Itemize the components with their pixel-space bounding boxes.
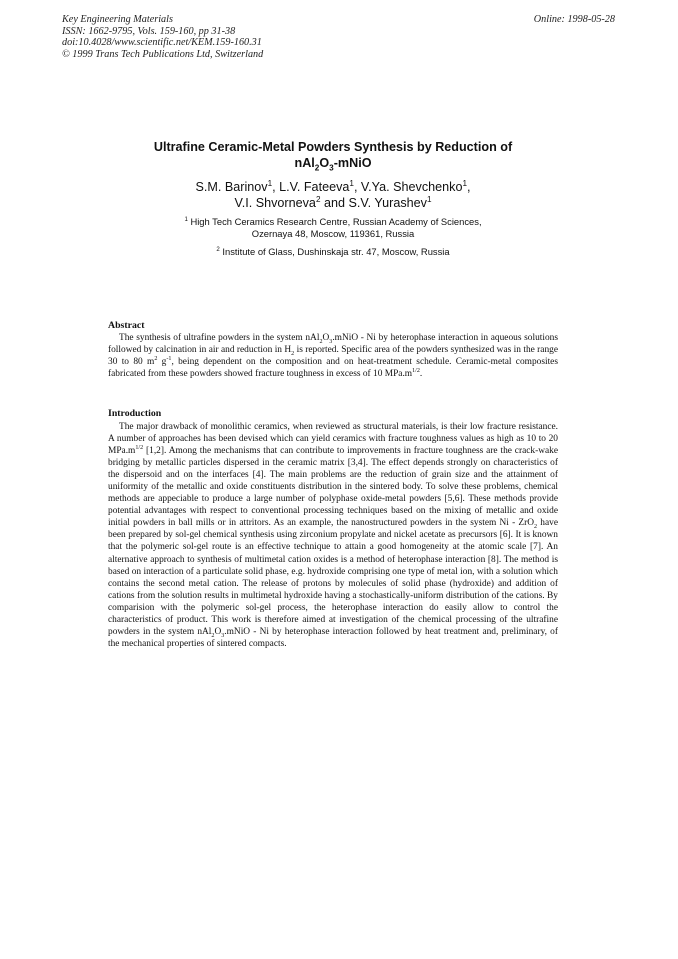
affiliation-2: $^2$ Institute of Glass, Dushinskaja str. 47, Moscow, Russia	[216, 245, 450, 257]
issn-line: ISSN: 1662-9795, Vols. 159-160, pp 31-38	[62, 25, 236, 37]
introduction-heading: Introduction	[108, 408, 162, 419]
copyright-line: © 1999 Trans Tech Publications Ltd, Switzerland	[62, 48, 264, 60]
title-line-1: Ultrafine Ceramic-Metal Powders Synthesis by Reduction of	[153, 140, 513, 154]
authors-line-2: V.I. Shvorneva$^2$ and S.V. Yurashev$^1$	[234, 194, 432, 210]
affiliation-1: $^1$ High Tech Ceramics Research Centre, Russian Academy of Sciences, Ozernaya 48, Moscow, 119361, Russia	[184, 215, 482, 239]
journal-header	[62, 14, 263, 60]
abstract-body: The synthesis of ultrafine powders in the system $nAl_2O_3.mNiO$ - Ni by heterophase interaction in aqueous solutions followed by calcination in air and reduction in $H_2$ is reported. Specific area of the powders synthesized was in the range 30 to 80 $m^2$ $g^{-1}$, being dependent on the composition and on heat-treatment schedule. Ceramic-metal composites fabricated from these powders showed fracture toughness in excess of 10 $MPa.m^{1/2}$.	[108, 333, 559, 380]
authors-line-1: S.M. Barinov$^1$, L.V. Fateeva$^1$, V.Ya. Shevchenko$^1$,	[195, 178, 471, 194]
author-list	[110, 180, 556, 212]
doi-line: doi:10.4028/www.scientific.net/KEM.159-160.31	[62, 37, 262, 49]
abstract-heading: Abstract	[108, 320, 145, 331]
title-line-2: $nAl_2O_3$-mNiO	[294, 155, 372, 173]
online-date: Online: 1998-05-28	[533, 14, 615, 25]
paper-title	[110, 140, 556, 171]
journal-name: Key Engineering Materials	[62, 14, 173, 25]
introduction-body: The major drawback of monolithic ceramics, when reviewed as structural materials, is their low fracture resistance. A number of approaches has been devised which can yield ceramics with fracture toughness values as high as 10 to 20 $MPa.m^{1/2}$ [1,2]. Among the mechanisms that can contribute to improvements in fracture toughness are the crack-wake bridging by metallic particles dispersed in the ceramic matrix [3,4]. The effect depends strongly on characteristics of the dispersoid and on the interfaces [4]. The main problems are the reduction of grain size and the attainment of uniformity of the metallic and oxide constituents distribution in the sintered body. To solve these problems, chemical methods are appeciable to produce a large number of polyphase oxide-metal powders [5,6]. These methods provide potential advantages with respect to conventional processing techniques based on the mixing of metallic and oxide initial powders in ball mills or in attritors. As an example, the nanostructured powders in the system Ni - ZrO$_2$ have been prepared by sol-gel chemical synthesis using zirconium propylate and nickel acetate as precursors [6]. It is known that the polymeric sol-gel route is an effective technique to attain a good homogeneity at the atomic scale [7]. An alternative approach to synthesis of multimetal cation oxides is a method of heterophase interaction [8]. The method is based on interaction of a particulate solid phase, e.g. hydroxide comprising one type of metal ion, with a solution which contains the second metal cation. The release of protons by molecules of solid phase (hydroxide) and addition of cations from the solution results in multimetal hydroxide having a stochastically-uniform distribution of the cations. By comparision with the polymeric sol-gel process, the heterophase interaction do easily allow to control the characteristics of product. This work is therefore aimed at investigation of the chemical processing of the ultrafine powders in the system $nAl_2O_3.mNiO$ - Ni by heterophase interaction followed by heat treatment and, preliminary, of the mechanical properties of sintered compacts.	[108, 422, 559, 649]
